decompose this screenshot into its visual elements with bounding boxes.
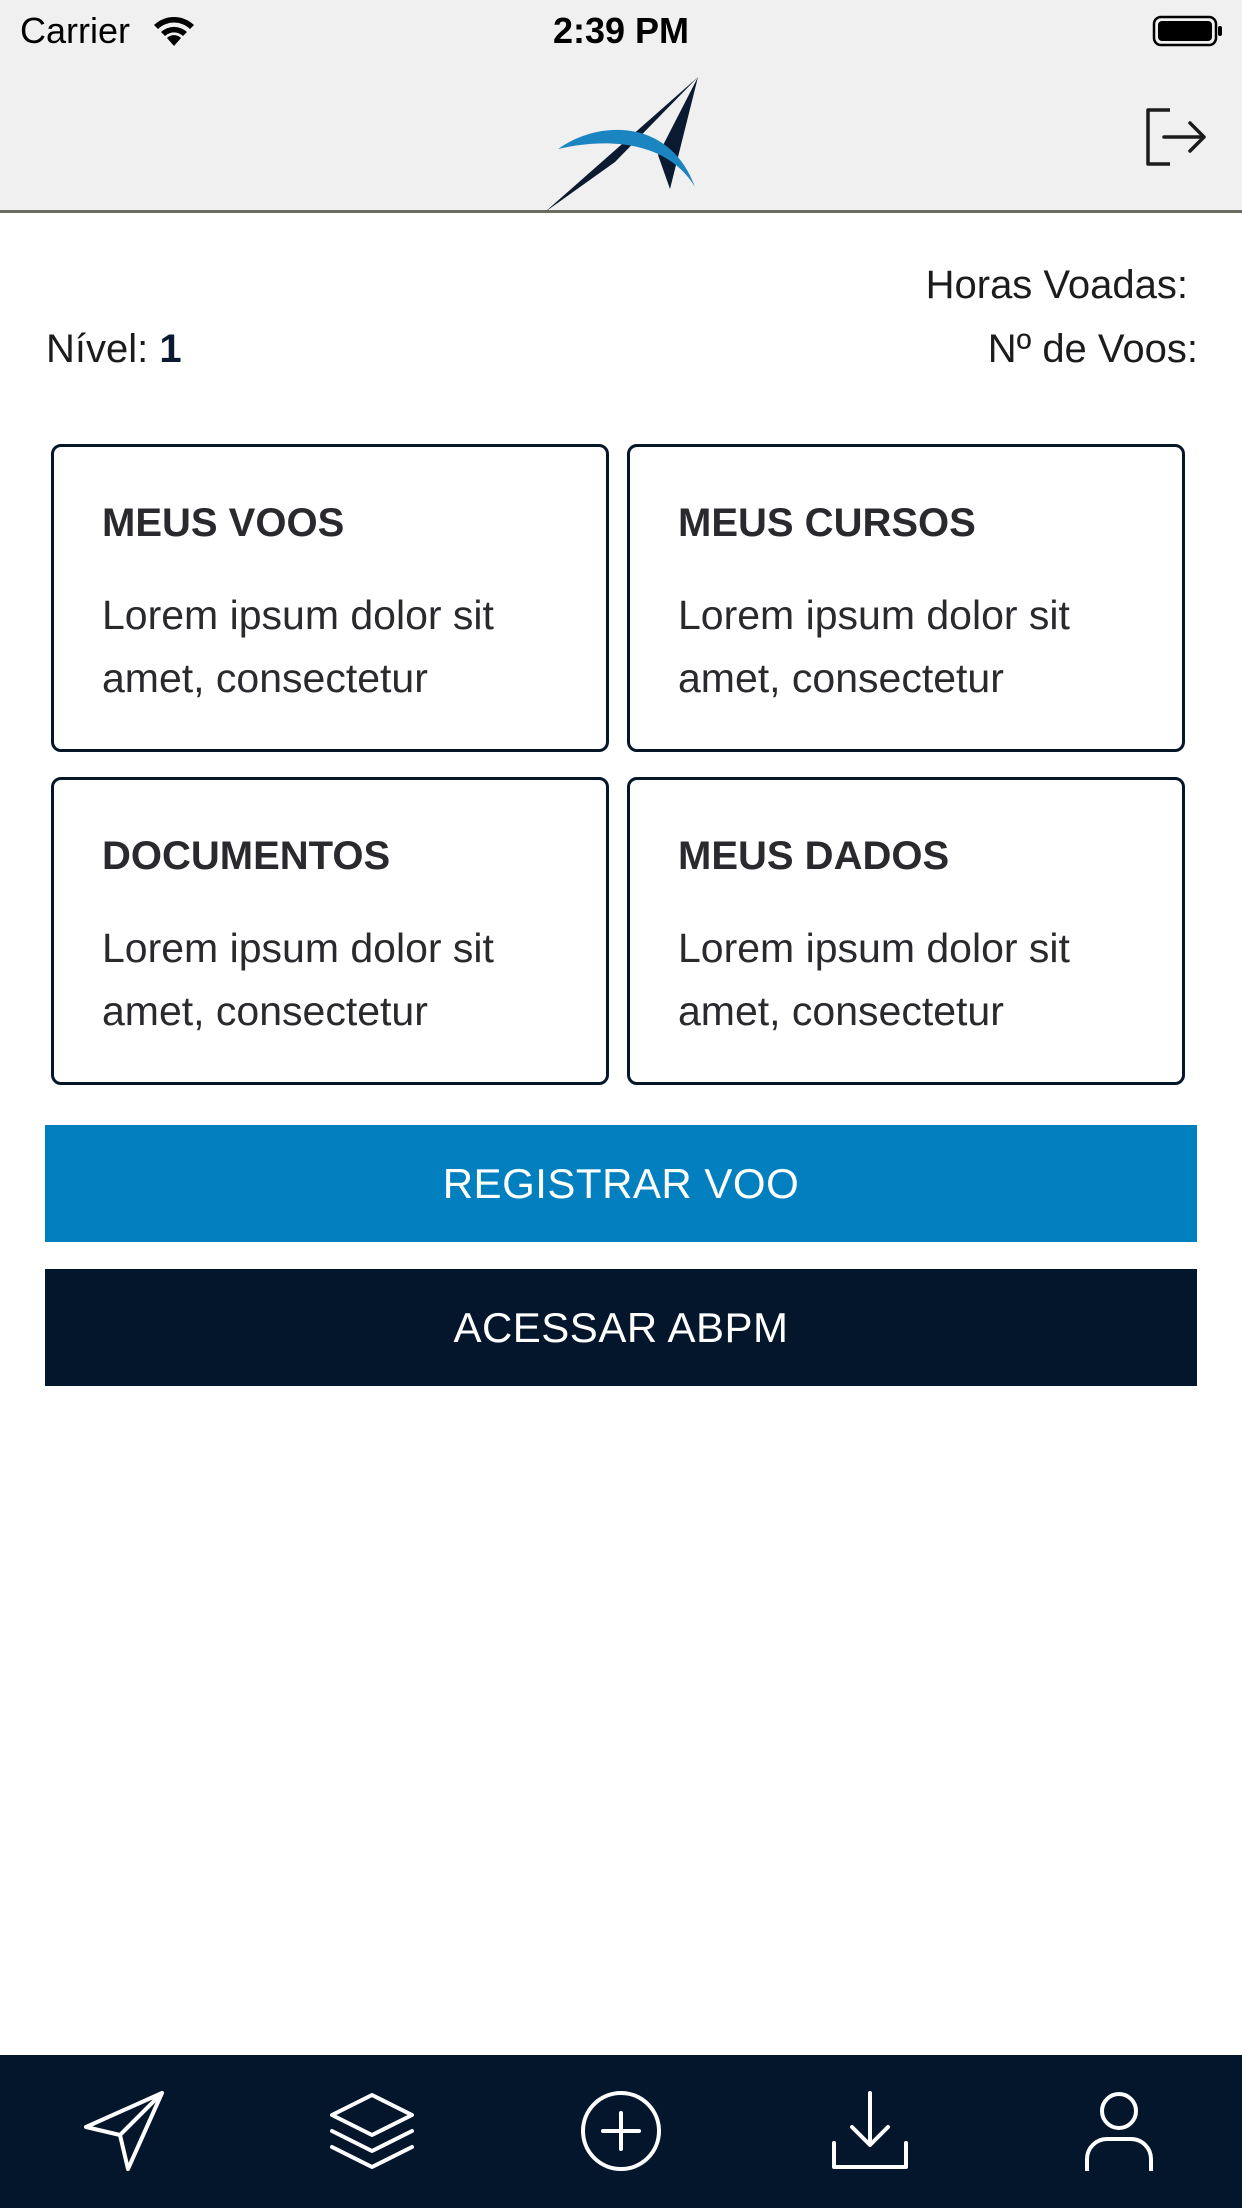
navigation-bar (0, 60, 1242, 213)
card-title: MEUS CURSOS (678, 501, 976, 545)
card-description: Lorem ipsum dolor sit amet, consectetur (678, 925, 1070, 1034)
card-title: MEUS VOOS (102, 501, 345, 545)
tab-download[interactable] (822, 2083, 918, 2179)
level-label: Nível: (46, 327, 149, 371)
card-description: Lorem ipsum dolor sit amet, consectetur (102, 925, 494, 1034)
level-info (46, 327, 182, 372)
add-circle-icon (577, 2087, 665, 2175)
card-description: Lorem ipsum dolor sit amet, consectetur (102, 592, 494, 701)
card-meus-voos[interactable] (51, 444, 609, 752)
tab-layers[interactable] (324, 2083, 420, 2179)
card-documentos[interactable] (51, 777, 609, 1085)
pilot-stats (44, 255, 1198, 385)
tab-profile[interactable] (1071, 2083, 1167, 2179)
flight-hours-label: Horas Voadas: (925, 263, 1188, 307)
user-icon (1075, 2087, 1163, 2175)
register-flight-button[interactable]: REGISTRAR VOO (45, 1125, 1197, 1242)
brand-logo-icon (540, 77, 705, 212)
tab-add[interactable] (573, 2083, 669, 2179)
card-description: Lorem ipsum dolor sit amet, consectetur (678, 592, 1070, 701)
access-abpm-button[interactable]: ACESSAR ABPM (45, 1269, 1197, 1386)
carrier-label: Carrier (20, 10, 131, 51)
level-value: 1 (159, 327, 182, 371)
send-icon (80, 2087, 168, 2175)
tab-send[interactable] (76, 2083, 172, 2179)
logout-icon[interactable] (1140, 102, 1210, 172)
card-meus-dados[interactable] (627, 777, 1185, 1085)
layers-icon (328, 2087, 416, 2175)
status-time: 2:39 PM (552, 10, 690, 51)
tab-bar (0, 2055, 1242, 2208)
flight-count-label: Nº de Voos: (987, 327, 1198, 371)
status-bar (0, 0, 1242, 60)
card-title: DOCUMENTOS (102, 834, 391, 878)
download-icon (826, 2087, 914, 2175)
battery-icon (1152, 14, 1224, 48)
card-title: MEUS DADOS (678, 834, 950, 878)
card-meus-cursos[interactable] (627, 444, 1185, 752)
